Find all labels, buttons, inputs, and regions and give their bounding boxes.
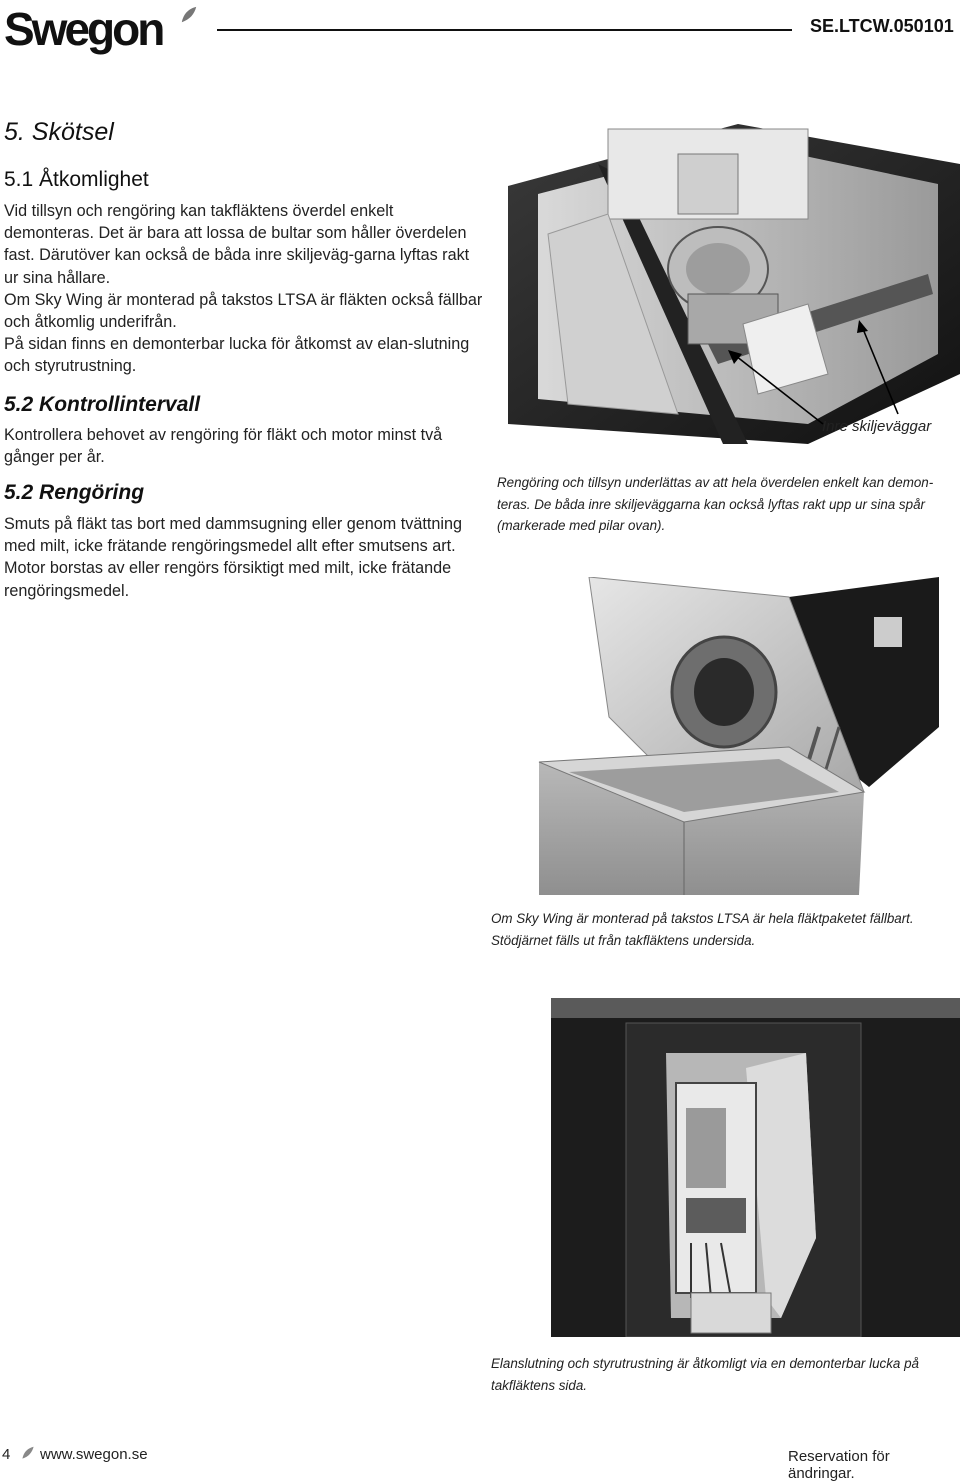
section-body-kontrollintervall <box>4 424 484 468</box>
paragraph: Kontrollera behovet av rengöring för fläkt och motor minst två gånger per år. <box>4 426 443 467</box>
leaf-icon <box>180 6 198 24</box>
photo-side-hatch-controller <box>551 998 960 1337</box>
website-link[interactable]: www.swegon.se <box>40 1446 148 1463</box>
paragraph: Motor borstas av eller rengörs försiktigt med milt, icke frätande rengöringsmedel. <box>4 559 452 600</box>
page-number: 4 <box>2 1446 11 1463</box>
chapter-title: 5. Skötsel <box>4 118 114 146</box>
paragraph: Smuts på fläkt tas bort med dammsugning eller genom tvättning med milt, icke frätande rengöringsmedel allt efter smutsens art. <box>4 515 462 556</box>
section-title-atkomlighet: 5.1 Åtkomlighet <box>4 168 149 191</box>
leaf-icon <box>21 1446 35 1460</box>
photo-open-fan-housing <box>508 124 960 444</box>
section-body-rengoring <box>4 513 484 602</box>
section-title-kontrollintervall: 5.2 Kontrollintervall <box>4 393 201 416</box>
figure-caption: Om Sky Wing är monterad på takstos LTSA är hela fläktpaketet fällbart. Stödjärnet fälls ut från takfläktens undersida. <box>491 911 914 948</box>
photo-folded-fan-package <box>519 577 939 895</box>
callout-inner-partitions: Inre skiljeväggar <box>822 418 932 435</box>
paragraph: Om Sky Wing är monterad på takstos LTSA är fläkten också fällbar och åtkomlig underifrån. <box>4 290 483 332</box>
swegon-logo <box>4 4 204 54</box>
footer-reservation-note: Reservation för ändringar. <box>788 1448 890 1482</box>
figure-caption: Elanslutning och styrutrustning är åtkomligt via en demonterbar lucka på takfläktens sida. <box>491 1356 919 1393</box>
section-title-rengoring: 5.2 Rengöring <box>4 481 145 504</box>
brand-name: Swegon <box>4 3 163 55</box>
paragraph: På sidan finns en demonterbar lucka för åtkomst av elan-slutning och styrutrustning. <box>4 335 470 376</box>
header-divider <box>217 29 792 31</box>
section-body-atkomlighet <box>4 200 484 378</box>
paragraph: Vid tillsyn och rengöring kan takfläktens överdel enkelt demonteras. Det är bara att lossa de bultar som håller överdelen fast. Därutöver kan också de båda inre skiljeväg-garna lyftas rakt ur sina hållare. <box>4 202 470 287</box>
document-code: SE.LTCW.050101 <box>810 16 954 36</box>
figure-caption: Rengöring och tillsyn underlättas av att hela överdelen enkelt kan demon-teras. De båda inre skiljeväggarna kan också lyftas rakt upp ur sina spår (markerade med pilar ovan). <box>497 475 934 534</box>
